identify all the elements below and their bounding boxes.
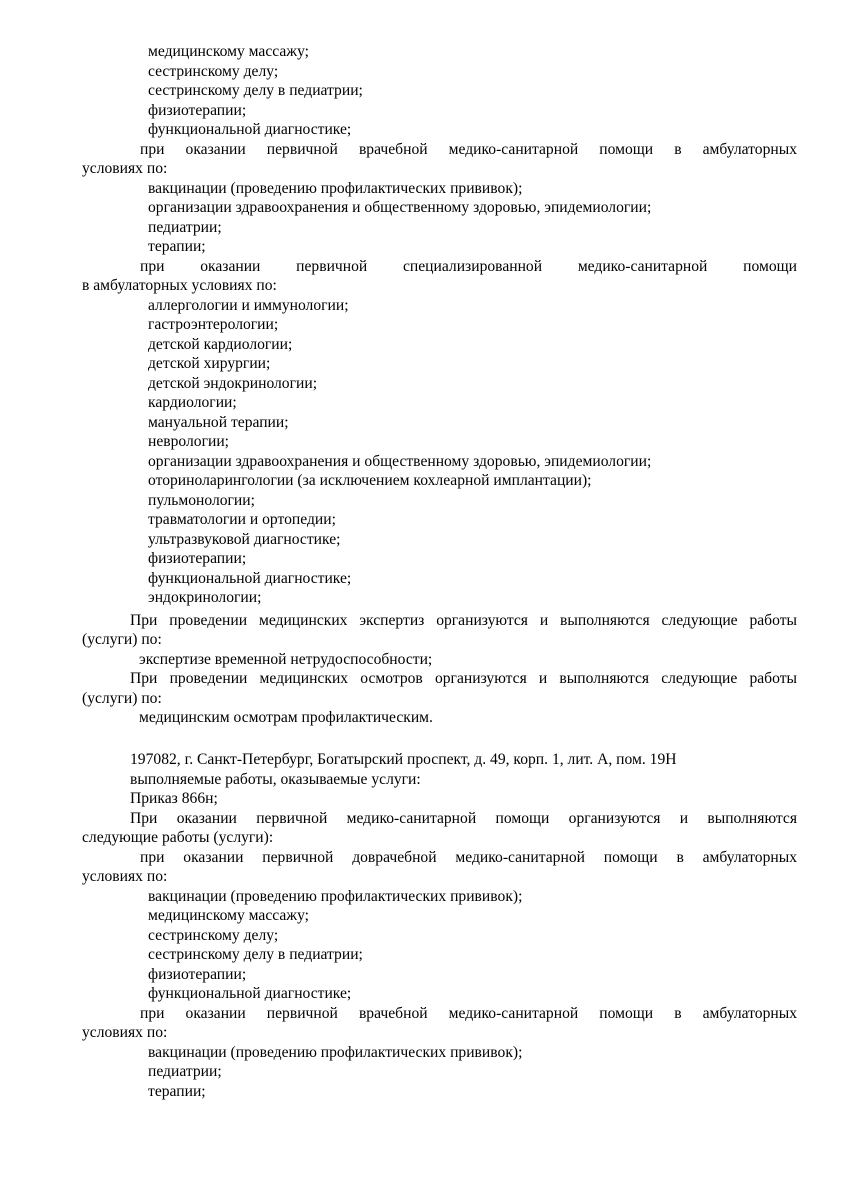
text-line: Приказ 866н; — [130, 790, 218, 807]
text-line: экспертизе временной нетрудоспособности; — [139, 651, 433, 668]
text-line: терапии; — [148, 1083, 206, 1100]
text-line: вакцинации (проведению профилактических прививок); — [148, 888, 523, 905]
text-line: физиотерапии; — [148, 966, 247, 983]
text-line: детской эндокринологии; — [148, 375, 318, 392]
text-line: (услуги) по: — [82, 631, 162, 648]
text-line: При проведении медицинских осмотров организуются и выполняются следующие работы — [130, 670, 797, 687]
text-line: функциональной диагностике; — [148, 985, 352, 1002]
address-line: 197082, г. Санкт-Петербург, Богатырский проспект, д. 49, корп. 1, лит. А, пом. 19Н — [130, 751, 677, 768]
text-line: медицинским осмотрам профилактическим. — [139, 709, 433, 726]
text-line: медицинскому массажу; — [148, 907, 310, 924]
text-line: условиях по: — [82, 1024, 168, 1041]
text-line: сестринскому делу в педиатрии; — [148, 946, 363, 963]
text-line: следующие работы (услуги): — [82, 829, 274, 846]
text-line: условиях по: — [82, 868, 168, 885]
text-line: выполняемые работы, оказываемые услуги: — [130, 771, 421, 788]
text-line: ультразвуковой диагностике; — [148, 531, 341, 548]
text-line: сестринскому делу; — [148, 927, 279, 944]
text-line: в амбулаторных условиях по: — [82, 277, 277, 294]
text-line: пульмонологии; — [148, 492, 255, 509]
text-line: функциональной диагностике; — [148, 121, 352, 138]
text-line: (услуги) по: — [82, 690, 162, 707]
text-line: детской хирургии; — [148, 355, 271, 372]
text-line: при оказании первичной доврачебной медико-санитарной помощи в амбулаторных — [140, 849, 797, 866]
text-line: вакцинации (проведению профилактических прививок); — [148, 1044, 523, 1061]
text-line: неврологии; — [148, 433, 230, 450]
text-line: при оказании первичной врачебной медико-санитарной помощи в амбулаторных — [140, 141, 797, 158]
text-line: педиатрии; — [148, 1063, 222, 1080]
text-line: сестринскому делу; — [148, 63, 279, 80]
text-line: При оказании первичной медико-санитарной помощи организуются и выполняются — [130, 810, 797, 827]
text-line: физиотерапии; — [148, 550, 247, 567]
text-line: при оказании первичной врачебной медико-санитарной помощи в амбулаторных — [140, 1005, 797, 1022]
text-line: гастроэнтерологии; — [148, 316, 279, 333]
text-line: медицинскому массажу; — [148, 43, 310, 60]
text-line: вакцинации (проведению профилактических прививок); — [148, 180, 523, 197]
text-line: функциональной диагностике; — [148, 570, 352, 587]
text-line: педиатрии; — [148, 219, 222, 236]
text-line: терапии; — [148, 238, 206, 255]
text-line: травматологии и ортопедии; — [148, 511, 336, 528]
text-line: организации здравоохранения и общественному здоровью, эпидемиологии; — [148, 199, 652, 216]
text-line: оториноларингологии (за исключением кохлеарной имплантации); — [148, 472, 592, 489]
text-line: детской кардиологии; — [148, 336, 293, 353]
text-line: условиях по: — [82, 160, 168, 177]
text-line: эндокринологии; — [148, 589, 262, 606]
text-line: физиотерапии; — [148, 102, 247, 119]
text-line: при оказании первичной специализированной медико-санитарной помощи — [140, 258, 797, 275]
text-line: организации здравоохранения и общественному здоровью, эпидемиологии; — [148, 453, 652, 470]
text-line: кардиологии; — [148, 394, 237, 411]
text-line: При проведении медицинских экспертиз организуются и выполняются следующие работы — [130, 612, 797, 629]
text-line: сестринскому делу в педиатрии; — [148, 82, 363, 99]
text-line: мануальной терапии; — [148, 414, 289, 431]
text-line: аллергологии и иммунологии; — [148, 297, 349, 314]
